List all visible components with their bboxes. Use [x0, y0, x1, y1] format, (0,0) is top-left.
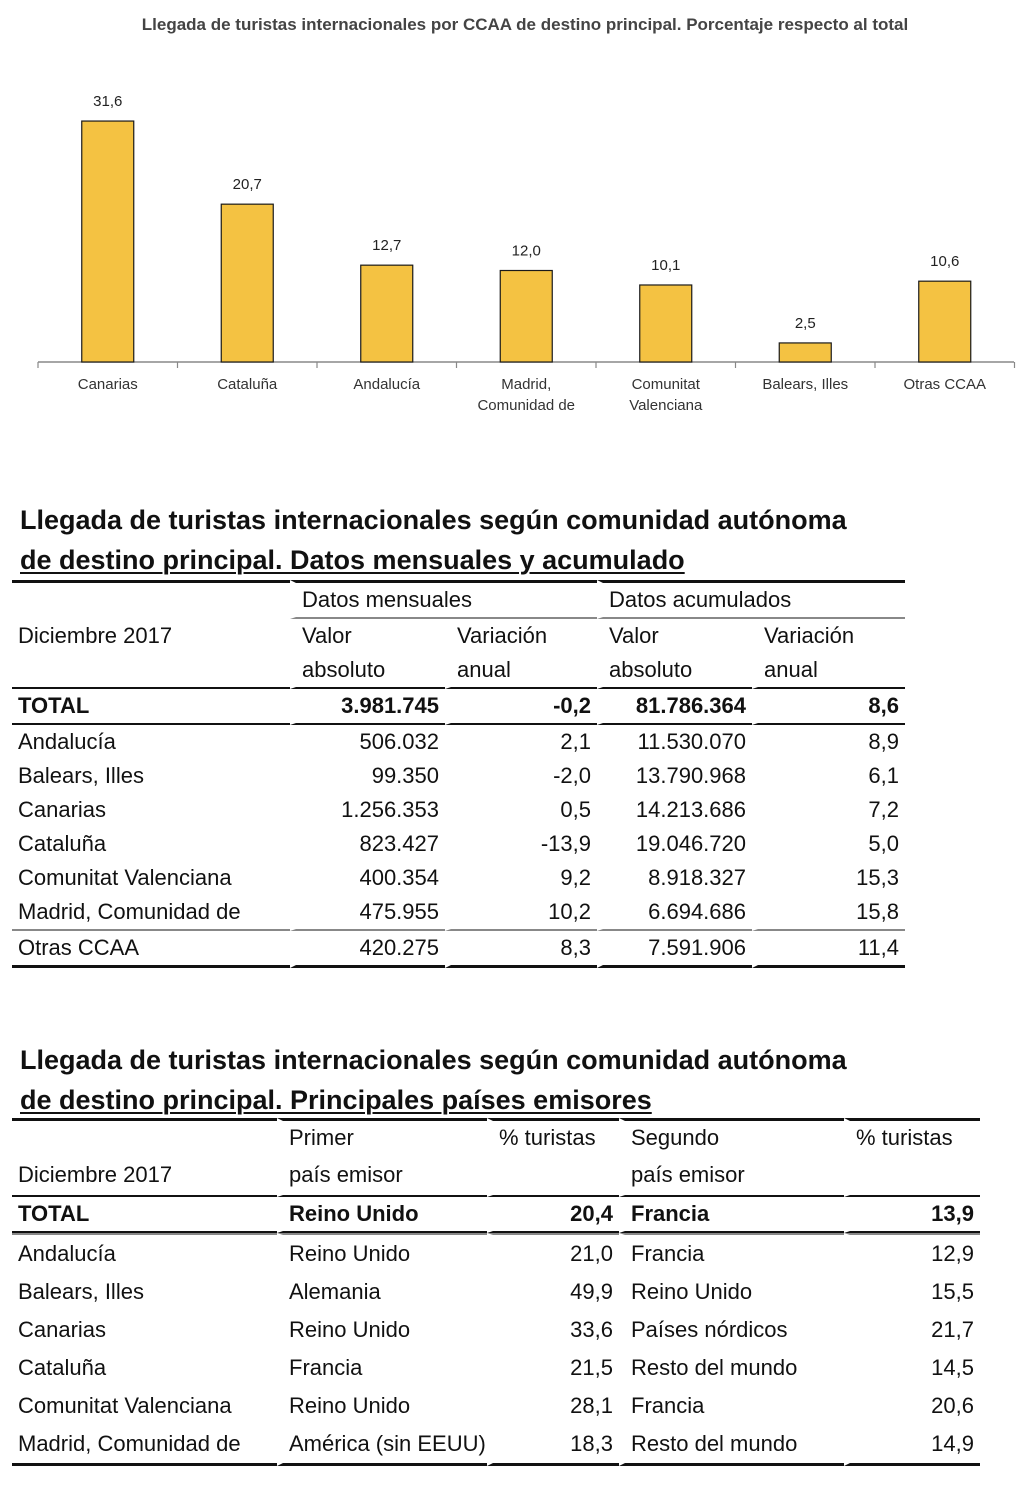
first-pct-cell: 18,3	[487, 1425, 619, 1466]
table-row	[12, 827, 905, 861]
second-pct-cell: 13,9	[844, 1197, 980, 1233]
monthly-absolute-cell: 3.981.745	[290, 689, 445, 725]
cumulative-absolute-cell: 13.790.968	[597, 759, 752, 793]
monthly-absolute-cell: 99.350	[290, 759, 445, 793]
monthly-variation-cell: -2,0	[445, 759, 597, 793]
second-pct-cell: 12,9	[844, 1233, 980, 1273]
table-row	[12, 1387, 980, 1425]
monthly-variation-cell: -0,2	[445, 689, 597, 725]
first-country-cell: Reino Unido	[277, 1233, 487, 1273]
col-absoluto-label: absoluto	[290, 653, 445, 689]
second-country-cell: Reino Unido	[619, 1273, 844, 1311]
table-row	[12, 931, 905, 968]
col-pais-emisor-label: país emisor	[619, 1155, 844, 1197]
first-country-cell: Reino Unido	[277, 1197, 487, 1233]
category-label: Otras CCAA	[903, 376, 987, 393]
second-country-cell: Francia	[619, 1233, 844, 1273]
row-name: TOTAL	[12, 689, 290, 725]
table-row	[12, 861, 905, 895]
category-label: Canarias	[77, 376, 138, 393]
row-name: Comunitat Valenciana	[18, 865, 232, 890]
row-name: Madrid, Comunidad de	[12, 895, 290, 931]
monthly-absolute-cell: 475.955	[290, 895, 445, 931]
monthly-variation-cell: 2,1	[445, 725, 597, 759]
period-label: Diciembre 2017	[12, 1155, 277, 1197]
monthly-variation-cell: 10,2	[445, 895, 597, 931]
col-valor-label: Valor	[290, 619, 445, 653]
second-country-cell: Francia	[619, 1387, 844, 1425]
first-pct-cell: 21,5	[487, 1349, 619, 1387]
bar	[361, 265, 413, 362]
second-country-cell: Francia	[619, 1197, 844, 1233]
col-pais-emisor-label: país emisor	[277, 1155, 487, 1197]
period-label: Diciembre 2017	[18, 623, 173, 648]
cumulative-variation-cell: 8,6	[752, 689, 905, 725]
monthly-absolute-cell: 823.427	[290, 827, 445, 861]
bar-value-label: 10,6	[930, 253, 960, 271]
row-name: Comunitat Valenciana	[18, 1393, 232, 1418]
first-country-cell: América (sin EEUU)	[277, 1425, 487, 1466]
header-blank	[12, 653, 290, 689]
table-row	[12, 1273, 980, 1311]
bar	[640, 285, 692, 362]
monthly-variation-cell: 8,3	[445, 931, 597, 968]
monthly-variation-cell: 9,2	[445, 861, 597, 895]
cumulative-variation-cell: 5,0	[752, 827, 905, 861]
second-country-cell: Resto del mundo	[619, 1425, 844, 1466]
cumulative-variation-cell: 7,2	[752, 793, 905, 827]
chart-title: Llegada de turistas internacionales por CCAA de destino principal. Porcentaje respecto al total	[141, 15, 909, 34]
bar-value-label: 31,6	[93, 93, 123, 111]
bar-value-label: 2,5	[794, 314, 816, 332]
row-name: Andalucía	[18, 729, 116, 754]
cumulative-variation-cell: 15,3	[752, 861, 905, 895]
row-name: Cataluña	[18, 831, 107, 856]
col-pct-label: % turistas	[844, 1118, 980, 1155]
bar-chart	[0, 60, 1036, 430]
monthly-absolute-cell: 1.256.353	[290, 793, 445, 827]
cumulative-absolute-cell: 11.530.070	[597, 725, 752, 759]
category-label: Madrid,	[501, 376, 552, 393]
bar	[500, 271, 552, 363]
cumulative-variation-cell: 15,8	[752, 895, 905, 931]
bar	[221, 204, 273, 362]
second-country-cell: Países nórdicos	[619, 1311, 844, 1349]
col-absoluto-label: absoluto	[597, 653, 752, 689]
total-row	[12, 1197, 980, 1233]
first-country-cell: Reino Unido	[277, 1311, 487, 1349]
bar-value-label: 12,7	[372, 237, 402, 255]
table1-title	[20, 500, 847, 580]
cumulative-absolute-cell: 8.918.327	[597, 861, 752, 895]
monthly-variation-cell: 0,5	[445, 793, 597, 827]
second-pct-cell: 20,6	[844, 1387, 980, 1425]
second-pct-cell: 15,5	[844, 1273, 980, 1311]
row-name: Canarias	[18, 1317, 107, 1342]
table2-title	[20, 1040, 847, 1120]
table-row	[12, 1311, 980, 1349]
cumulative-absolute-cell: 6.694.686	[597, 895, 752, 931]
col-anual-label: anual	[752, 653, 905, 689]
table-row	[12, 725, 905, 759]
second-pct-cell: 21,7	[844, 1311, 980, 1349]
row-name: Canarias	[18, 797, 107, 822]
category-label: Andalucía	[353, 376, 421, 393]
cumulative-absolute-cell: 19.046.720	[597, 827, 752, 861]
category-label: Comunidad de	[477, 397, 576, 414]
bar	[82, 121, 134, 362]
table-row	[12, 1349, 980, 1387]
category-label: Comunitat	[631, 376, 700, 393]
table-row	[12, 1233, 980, 1273]
header-blank	[12, 1118, 277, 1155]
bar-value-label: 12,0	[511, 242, 541, 260]
col-anual-label: anual	[445, 653, 597, 689]
table-row	[12, 895, 905, 931]
col-variacion-label: Variación	[445, 619, 597, 653]
total-row	[12, 689, 905, 725]
table2-title-line2: de destino principal. Principales países emisores	[20, 1085, 652, 1115]
row-name: Cataluña	[18, 1355, 107, 1380]
group-datos-acumulados: Datos acumulados	[597, 580, 905, 619]
monthly-absolute-cell: 506.032	[290, 725, 445, 759]
category-label: Balears, Illes	[762, 376, 849, 393]
second-country-cell: Resto del mundo	[619, 1349, 844, 1387]
first-pct-cell: 28,1	[487, 1387, 619, 1425]
bar	[779, 343, 831, 362]
bar-value-label: 20,7	[232, 176, 262, 194]
cumulative-absolute-cell: 81.786.364	[597, 689, 752, 725]
cumulative-variation-cell: 11,4	[752, 931, 905, 968]
first-pct-cell: 21,0	[487, 1233, 619, 1273]
first-country-cell: Reino Unido	[277, 1387, 487, 1425]
table-row	[12, 759, 905, 793]
monthly-absolute-cell: 420.275	[290, 931, 445, 968]
category-label: Cataluña	[217, 376, 278, 393]
table-row	[12, 793, 905, 827]
col-variacion-label: Variación	[752, 619, 905, 653]
col-primer-label: Primer	[277, 1118, 487, 1155]
monthly-cumulative-table	[12, 580, 905, 968]
cumulative-absolute-cell: 7.591.906	[597, 931, 752, 968]
first-pct-cell: 33,6	[487, 1311, 619, 1349]
monthly-variation-cell: -13,9	[445, 827, 597, 861]
col-pct-label: % turistas	[487, 1118, 619, 1155]
bar	[919, 281, 971, 362]
col-valor-label: Valor	[597, 619, 752, 653]
col-segundo-label: Segundo	[619, 1118, 844, 1155]
table1-title-line2: de destino principal. Datos mensuales y acumulado	[20, 545, 685, 575]
first-country-cell: Alemania	[277, 1273, 487, 1311]
row-name: Madrid, Comunidad de	[12, 1425, 277, 1466]
table-row	[12, 1425, 980, 1466]
row-name: Andalucía	[12, 1233, 277, 1273]
source-countries-table	[12, 1118, 980, 1466]
cumulative-absolute-cell: 14.213.686	[597, 793, 752, 827]
group-datos-mensuales: Datos mensuales	[290, 580, 597, 619]
first-pct-cell: 20,4	[487, 1197, 619, 1233]
header-blank	[487, 1155, 619, 1197]
first-pct-cell: 49,9	[487, 1273, 619, 1311]
second-pct-cell: 14,9	[844, 1425, 980, 1466]
row-name: Otras CCAA	[12, 931, 290, 968]
first-country-cell: Francia	[277, 1349, 487, 1387]
header-blank	[12, 580, 290, 619]
second-pct-cell: 14,5	[844, 1349, 980, 1387]
cumulative-variation-cell: 8,9	[752, 725, 905, 759]
table1-title-line1: Llegada de turistas internacionales según comunidad autónoma	[20, 505, 847, 535]
row-name: TOTAL	[12, 1197, 277, 1233]
cumulative-variation-cell: 6,1	[752, 759, 905, 793]
row-name: Balears, Illes	[18, 763, 144, 788]
row-name: Balears, Illes	[18, 1279, 144, 1304]
bar-value-label: 10,1	[651, 256, 681, 274]
monthly-absolute-cell: 400.354	[290, 861, 445, 895]
category-label: Valenciana	[629, 397, 703, 414]
header-blank	[844, 1155, 980, 1197]
table2-title-line1: Llegada de turistas internacionales según comunidad autónoma	[20, 1045, 847, 1075]
